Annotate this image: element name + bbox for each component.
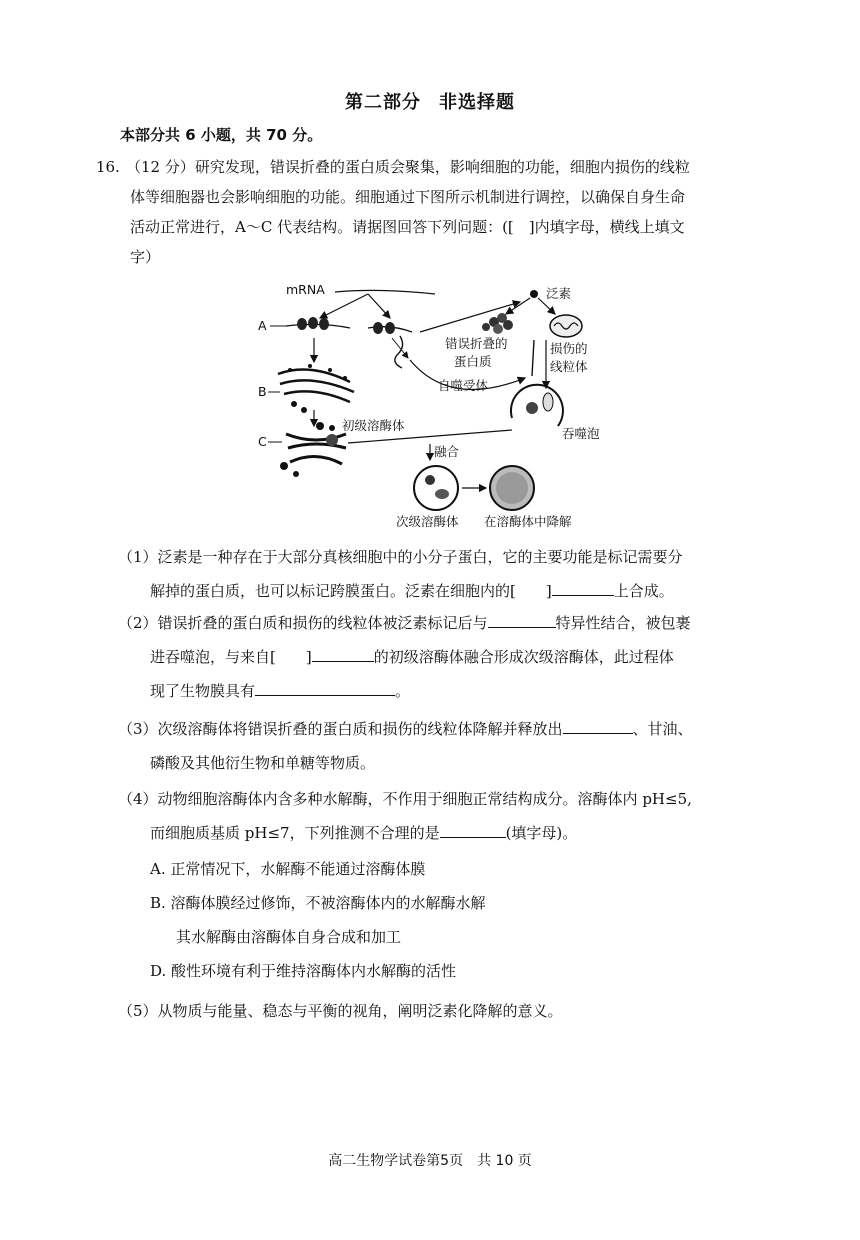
stem-line-4: 字） <box>130 248 161 266</box>
sub4-line-2b: (填字母)。 <box>505 824 578 842</box>
misfolded-protein-aggregate <box>482 313 513 334</box>
fusion-label: 融合 <box>434 444 460 459</box>
sub-question-3 <box>118 712 778 780</box>
endoplasmic-reticulum <box>278 364 354 413</box>
answer-blank[interactable] <box>563 717 633 734</box>
option-d: D. 酸性环境有利于维持溶酶体内水解酶的活性 <box>150 962 457 980</box>
option-b: B. 溶酶体膜经过修饰，不被溶酶体内的水解酶水解 <box>150 894 486 912</box>
golgi-apparatus <box>280 422 346 477</box>
stem-line-1: （12 分）研究发现，错误折叠的蛋白质会聚集，影响细胞的功能，细胞内损伤的线粒 <box>126 158 690 176</box>
degraded-label: 在溶酶体中降解 <box>484 514 572 529</box>
secondary-lysosome-label: 次级溶酶体 <box>396 514 459 529</box>
sub2-line-3a: 现了生物膜具有 <box>150 682 256 700</box>
answer-blank[interactable] <box>488 611 556 628</box>
answer-blank[interactable] <box>312 645 374 662</box>
mrna-label: mRNA <box>286 282 325 297</box>
primary-lysosome-label: 初级溶酶体 <box>342 418 405 433</box>
question-number: 16. <box>96 158 120 176</box>
sub5-line-1: （5）从物质与能量、稳态与平衡的视角，阐明泛素化降解的意义。 <box>118 1002 563 1020</box>
damaged-label-2: 线粒体 <box>550 359 588 374</box>
sub-question-5 <box>118 994 778 1028</box>
sub1-line-2b: 上合成。 <box>613 582 674 600</box>
label-b: B <box>258 384 267 399</box>
answer-blank[interactable] <box>440 821 506 838</box>
free-ribosomes <box>373 322 395 334</box>
answer-blank[interactable] <box>552 579 614 596</box>
autophagy-diagram <box>250 278 630 533</box>
sub2-line-1a: （2）错误折叠的蛋白质和损伤的线粒体被泛素标记后与 <box>118 614 488 632</box>
sub4-line-1: （4）动物细胞溶酶体内含多种水解酶，不作用于细胞正常结构成分。溶酶体内 pH≤5, <box>118 790 692 808</box>
sub3-line-1a: （3）次级溶酶体将错误折叠的蛋白质和损伤的线粒体降解并释放出 <box>118 720 563 738</box>
section-title-type: 非选择题 <box>439 92 515 113</box>
section-note: 本部分共 6 小题，共 70 分。 <box>120 126 323 144</box>
sub2-line-3b: 。 <box>395 682 411 700</box>
sub2-line-2b: 的初级溶酶体融合形成次级溶酶体，此过程体 <box>373 648 674 666</box>
option-a: A. 正常情况下，水解酶不能通过溶酶体膜 <box>150 860 426 878</box>
sub1-line-1: （1）泛素是一种存在于大部分真核细胞中的小分子蛋白，它的主要功能是标记需要分 <box>118 548 683 566</box>
misfolded-label-2: 蛋白质 <box>454 354 492 369</box>
section-title <box>0 88 860 114</box>
degraded-lysosome <box>490 466 534 510</box>
ubiquitin-label: 泛素 <box>546 286 572 301</box>
autophagy-receptor-label: 自噬受体 <box>438 378 489 393</box>
section-title-part: 第二部分 <box>345 92 421 113</box>
sub3-line-1b: 、甘油、 <box>632 720 693 738</box>
sub-question-4 <box>118 782 778 850</box>
options-list <box>150 852 486 988</box>
damaged-mitochondrion <box>550 315 582 337</box>
question-16-stem <box>96 152 766 272</box>
sub4-line-2a: 而细胞质基质 pH≤7，下列推测不合理的是 <box>150 824 440 842</box>
damaged-label-1: 损伤的 <box>550 341 588 356</box>
sub1-line-2a: 解掉的蛋白质，也可以标记跨膜蛋白。泛素在细胞内的[ ] <box>150 582 552 600</box>
sub-question-1 <box>118 540 778 608</box>
sub2-line-1b: 特异性结合，被包裹 <box>555 614 691 632</box>
misfolded-label-1: 错误折叠的 <box>445 336 508 351</box>
label-c: C <box>258 434 267 449</box>
primary-lysosome <box>326 434 338 446</box>
stem-line-3: 活动正常进行，A～C 代表结构。请据图回答下列问题：([ ]内填字母，横线上填文 <box>130 218 685 236</box>
answer-blank[interactable] <box>255 679 395 696</box>
phagophore <box>511 385 563 426</box>
label-a: A <box>258 318 267 333</box>
sub2-line-2a: 进吞噬泡，与来自[ ] <box>150 648 312 666</box>
phagophore-label: 吞噬泡 <box>562 426 600 441</box>
sub3-line-2: 磷酸及其他衍生物和单糖等物质。 <box>150 754 376 772</box>
page-footer: 高二生物学试卷第5页 共 10 页 <box>328 1153 532 1169</box>
option-c: 其水解酶由溶酶体自身合成和加工 <box>176 928 402 946</box>
ribosome-cluster-a <box>297 317 329 330</box>
secondary-lysosome <box>414 466 458 510</box>
sub-question-2 <box>118 606 778 708</box>
stem-line-2: 体等细胞器也会影响细胞的功能。细胞通过下图所示机制进行调控，以确保自身生命 <box>130 188 686 206</box>
